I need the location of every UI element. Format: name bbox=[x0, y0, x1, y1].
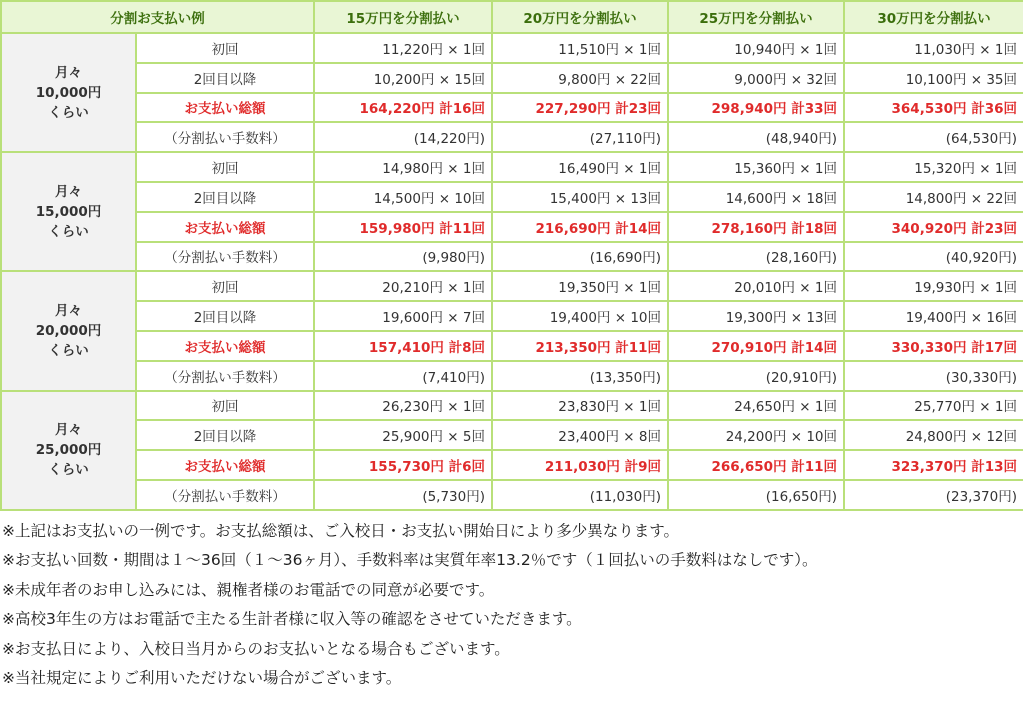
table-cell: 25,770円 × 1回 bbox=[844, 391, 1023, 421]
table-cell: 15,320円 × 1回 bbox=[844, 152, 1023, 182]
table-cell: (48,940円) bbox=[668, 122, 844, 152]
table-cell: 23,400円 × 8回 bbox=[492, 420, 668, 450]
note-line: ※お支払日により、入校日当月からのお支払いとなる場合もございます。 bbox=[2, 639, 510, 658]
table-cell: 16,490円 × 1回 bbox=[492, 152, 668, 182]
table-row bbox=[1, 152, 1023, 182]
table-cell: (5,730円) bbox=[314, 480, 492, 510]
row-label: （分割払い手数料） bbox=[136, 242, 314, 272]
notes-section bbox=[0, 511, 1023, 694]
note-line: ※上記はお支払いの一例です。お支払総額は、ご入校日・お支払い開始日により多少異なります。 bbox=[2, 521, 680, 540]
total-cell: 211,030円 計9回 bbox=[492, 450, 668, 480]
table-cell: (14,220円) bbox=[314, 122, 492, 152]
table-row bbox=[1, 480, 1023, 510]
table-cell: 11,030円 × 1回 bbox=[844, 33, 1023, 63]
total-cell: 340,920円 計23回 bbox=[844, 212, 1023, 242]
total-row bbox=[1, 212, 1023, 242]
row-label: 2回目以降 bbox=[136, 420, 314, 450]
table-cell: 14,500円 × 10回 bbox=[314, 182, 492, 212]
total-cell: 278,160円 計18回 bbox=[668, 212, 844, 242]
row-label: お支払い総額 bbox=[136, 93, 314, 123]
row-label: （分割払い手数料） bbox=[136, 361, 314, 391]
row-label: 初回 bbox=[136, 391, 314, 421]
row-label: （分割払い手数料） bbox=[136, 122, 314, 152]
note-line: ※高校3年生の方はお電話で主たる生計者様に収入等の確認をさせていただきます。 bbox=[2, 610, 582, 629]
total-cell: 298,940円 計33回 bbox=[668, 93, 844, 123]
row-label: お支払い総額 bbox=[136, 212, 314, 242]
total-cell: 155,730円 計6回 bbox=[314, 450, 492, 480]
total-cell: 227,290円 計23回 bbox=[492, 93, 668, 123]
header-corner: 分割お支払い例 bbox=[1, 1, 314, 33]
header-col-250k: 25万円を分割払い bbox=[668, 1, 844, 33]
note-line: ※当社規定によりご利用いただけない場合がございます。 bbox=[2, 669, 402, 688]
table-row bbox=[1, 420, 1023, 450]
total-cell: 216,690円 計14回 bbox=[492, 212, 668, 242]
table-cell: (64,530円) bbox=[844, 122, 1023, 152]
total-cell: 364,530円 計36回 bbox=[844, 93, 1023, 123]
total-cell: 213,350円 計11回 bbox=[492, 331, 668, 361]
table-cell: 20,010円 × 1回 bbox=[668, 271, 844, 301]
total-cell: 159,980円 計11回 bbox=[314, 212, 492, 242]
table-cell: (13,350円) bbox=[492, 361, 668, 391]
table-row bbox=[1, 122, 1023, 152]
table-cell: 10,940円 × 1回 bbox=[668, 33, 844, 63]
group-label: 月々 10,000円 くらい bbox=[1, 33, 136, 152]
table-cell: 20,210円 × 1回 bbox=[314, 271, 492, 301]
group-label: 月々 20,000円 くらい bbox=[1, 271, 136, 390]
table-row bbox=[1, 301, 1023, 331]
row-label: 初回 bbox=[136, 152, 314, 182]
table-cell: (9,980円) bbox=[314, 242, 492, 272]
total-cell: 330,330円 計17回 bbox=[844, 331, 1023, 361]
table-cell: (20,910円) bbox=[668, 361, 844, 391]
table-cell: 10,200円 × 15回 bbox=[314, 63, 492, 93]
table-cell: 14,600円 × 18回 bbox=[668, 182, 844, 212]
row-label: 初回 bbox=[136, 33, 314, 63]
table-cell: 26,230円 × 1回 bbox=[314, 391, 492, 421]
row-label: お支払い総額 bbox=[136, 450, 314, 480]
table-cell: 19,600円 × 7回 bbox=[314, 301, 492, 331]
row-label: 2回目以降 bbox=[136, 301, 314, 331]
row-label: 2回目以降 bbox=[136, 182, 314, 212]
table-cell: 19,300円 × 13回 bbox=[668, 301, 844, 331]
total-row bbox=[1, 93, 1023, 123]
table-cell: 15,400円 × 13回 bbox=[492, 182, 668, 212]
table-cell: 9,800円 × 22回 bbox=[492, 63, 668, 93]
table-cell: 11,220円 × 1回 bbox=[314, 33, 492, 63]
total-row bbox=[1, 450, 1023, 480]
note-line: ※未成年者のお申し込みには、親権者様のお電話での同意が必要です。 bbox=[2, 580, 495, 599]
row-label: お支払い総額 bbox=[136, 331, 314, 361]
table-cell: (40,920円) bbox=[844, 242, 1023, 272]
table-cell: 11,510円 × 1回 bbox=[492, 33, 668, 63]
row-label: 初回 bbox=[136, 271, 314, 301]
table-row bbox=[1, 242, 1023, 272]
header-col-200k: 20万円を分割払い bbox=[492, 1, 668, 33]
table-cell: 14,980円 × 1回 bbox=[314, 152, 492, 182]
table-cell: (30,330円) bbox=[844, 361, 1023, 391]
table-row bbox=[1, 391, 1023, 421]
total-cell: 270,910円 計14回 bbox=[668, 331, 844, 361]
table-cell: 14,800円 × 22回 bbox=[844, 182, 1023, 212]
table-cell: 23,830円 × 1回 bbox=[492, 391, 668, 421]
table-cell: 15,360円 × 1回 bbox=[668, 152, 844, 182]
group-label: 月々 15,000円 くらい bbox=[1, 152, 136, 271]
table-cell: (7,410円) bbox=[314, 361, 492, 391]
note-line: ※お支払い回数・期間は１～36回（１～36ヶ月）、手数料率は実質年率13.2％です（１回払いの手数料はなしです）。 bbox=[2, 551, 818, 570]
table-cell: (11,030円) bbox=[492, 480, 668, 510]
table-cell: (28,160円) bbox=[668, 242, 844, 272]
total-cell: 323,370円 計13回 bbox=[844, 450, 1023, 480]
table-cell: (16,650円) bbox=[668, 480, 844, 510]
row-label: （分割払い手数料） bbox=[136, 480, 314, 510]
table-cell: 10,100円 × 35回 bbox=[844, 63, 1023, 93]
table-cell: 19,400円 × 10回 bbox=[492, 301, 668, 331]
table-cell: 24,800円 × 12回 bbox=[844, 420, 1023, 450]
table-row bbox=[1, 33, 1023, 63]
header-col-150k: 15万円を分割払い bbox=[314, 1, 492, 33]
table-cell: 24,200円 × 10回 bbox=[668, 420, 844, 450]
header-col-300k: 30万円を分割払い bbox=[844, 1, 1023, 33]
group-label: 月々 25,000円 くらい bbox=[1, 391, 136, 510]
table-row bbox=[1, 182, 1023, 212]
table-cell: 19,350円 × 1回 bbox=[492, 271, 668, 301]
table-cell: 25,900円 × 5回 bbox=[314, 420, 492, 450]
total-cell: 157,410円 計8回 bbox=[314, 331, 492, 361]
table-cell: (23,370円) bbox=[844, 480, 1023, 510]
table-cell: 24,650円 × 1回 bbox=[668, 391, 844, 421]
total-row bbox=[1, 331, 1023, 361]
table-cell: (27,110円) bbox=[492, 122, 668, 152]
table-cell: 9,000円 × 32回 bbox=[668, 63, 844, 93]
total-cell: 266,650円 計11回 bbox=[668, 450, 844, 480]
table-cell: 19,930円 × 1回 bbox=[844, 271, 1023, 301]
table-cell: (16,690円) bbox=[492, 242, 668, 272]
table-row bbox=[1, 361, 1023, 391]
table-row bbox=[1, 63, 1023, 93]
table-cell: 19,400円 × 16回 bbox=[844, 301, 1023, 331]
header-row bbox=[1, 1, 1023, 33]
table-row bbox=[1, 271, 1023, 301]
row-label: 2回目以降 bbox=[136, 63, 314, 93]
total-cell: 164,220円 計16回 bbox=[314, 93, 492, 123]
